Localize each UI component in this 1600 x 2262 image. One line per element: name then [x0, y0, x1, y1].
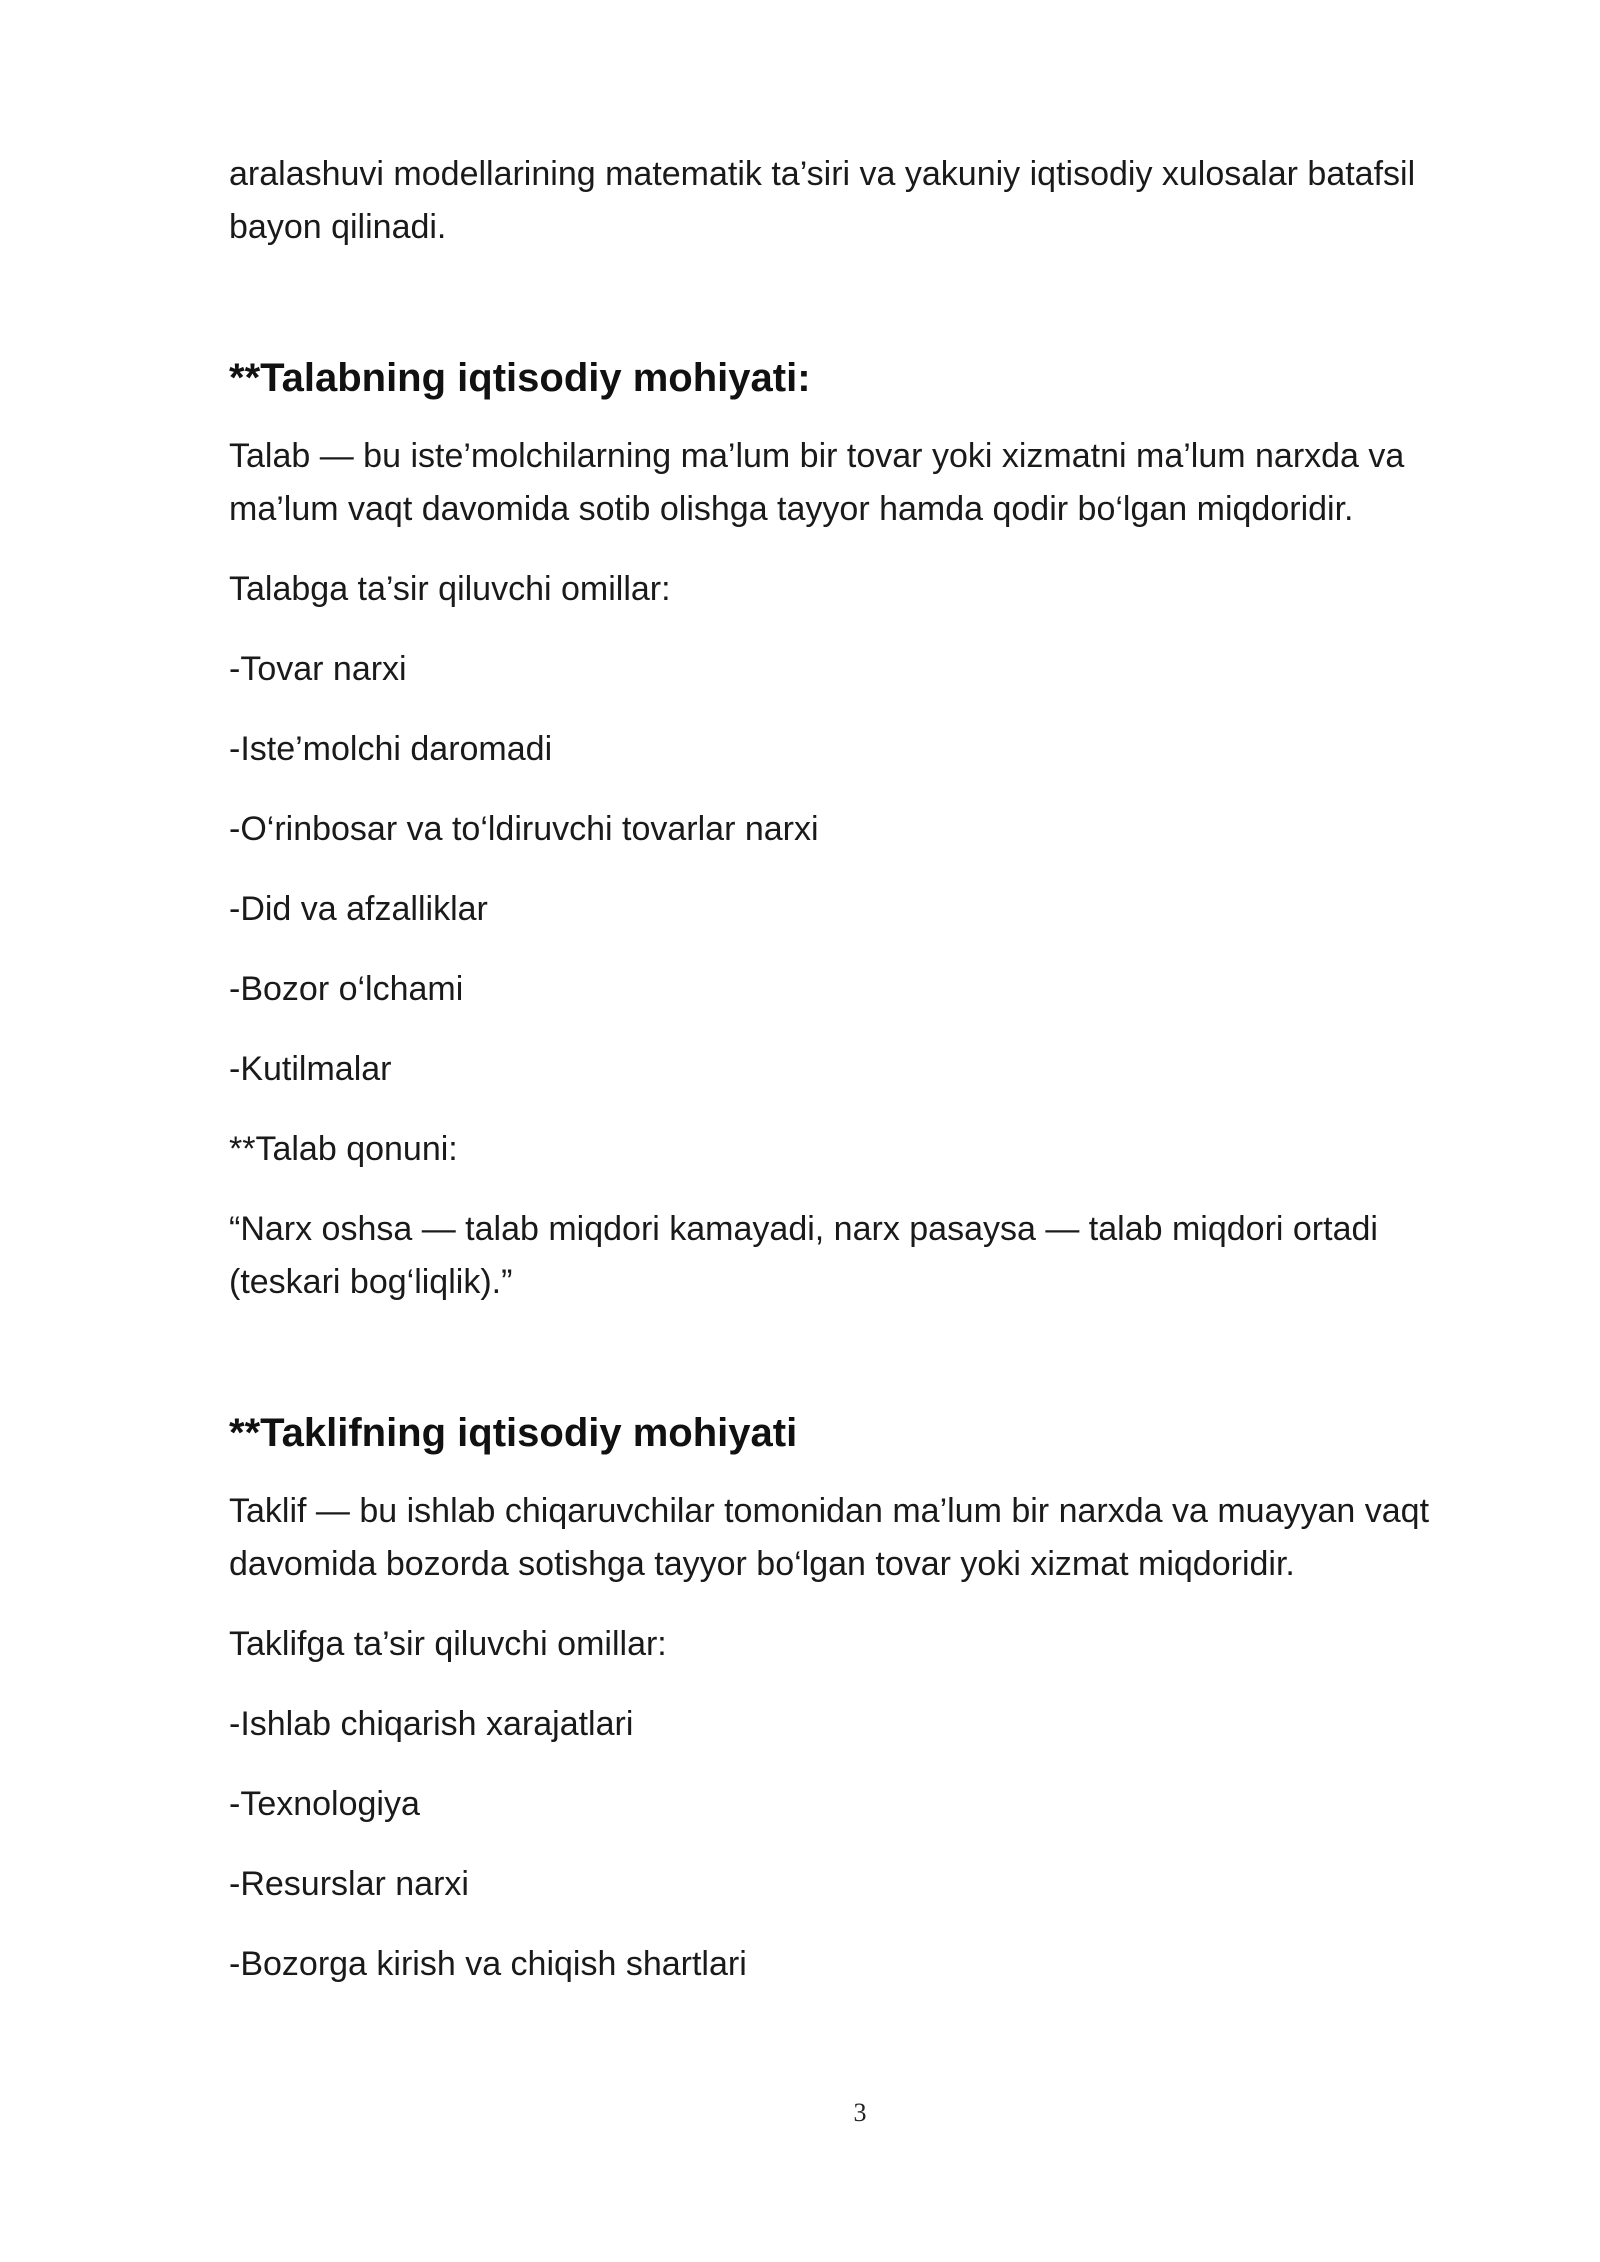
- list-item: -Resurslar narxi: [229, 1865, 469, 1903]
- page-content: [229, 148, 1479, 1991]
- demand-factors-list: [229, 643, 1479, 1096]
- demand-factors-title: Talabga ta’sir qiluvchi omillar:: [229, 570, 671, 608]
- intro-continuation: aralashuvi modellarining matematik ta’siri va yakuniy iqtisodiy xulosalar batafsil bayon qilinadi.: [229, 155, 1416, 246]
- demand-law-title: **Talab qonuni:: [229, 1130, 458, 1168]
- page-number: 3: [853, 2098, 867, 2127]
- list-item: -O‘rinbosar va to‘ldiruvchi tovarlar narxi: [229, 810, 819, 848]
- supply-heading: **Taklifning iqtisodiy mohiyati: [229, 1411, 798, 1455]
- demand-heading: **Talabning iqtisodiy mohiyati:: [229, 356, 811, 400]
- list-item: -Bozorga kirish va chiqish shartlari: [229, 1945, 747, 1983]
- supply-factors-list: [229, 1698, 1479, 1991]
- list-item: -Iste’molchi daromadi: [229, 730, 553, 768]
- demand-definition: Talab — bu iste’molchilarning ma’lum bir tovar yoki xizmatni ma’lum narxda va ma’lum vaqt davomida sotib olishga tayyor hamda qodir bo‘lgan miqdoridir.: [229, 437, 1405, 528]
- list-item: -Bozor o‘lchami: [229, 970, 464, 1008]
- supply-definition: Taklif — bu ishlab chiqaruvchilar tomonidan ma’lum bir narxda va muayyan vaqt davomida bozorda sotishga tayyor bo‘lgan tovar yoki xizmat miqdoridir.: [229, 1492, 1430, 1583]
- list-item: -Ishlab chiqarish xarajatlari: [229, 1705, 634, 1743]
- list-item: -Tovar narxi: [229, 650, 407, 688]
- list-item: -Did va afzalliklar: [229, 890, 488, 928]
- demand-law-text: “Narx oshsa — talab miqdori kamayadi, narx pasaysa — talab miqdori ortadi (teskari bog‘liqlik).”: [229, 1210, 1378, 1301]
- list-item: -Texnologiya: [229, 1785, 420, 1823]
- list-item: -Kutilmalar: [229, 1050, 392, 1088]
- supply-factors-title: Taklifga ta’sir qiluvchi omillar:: [229, 1625, 667, 1663]
